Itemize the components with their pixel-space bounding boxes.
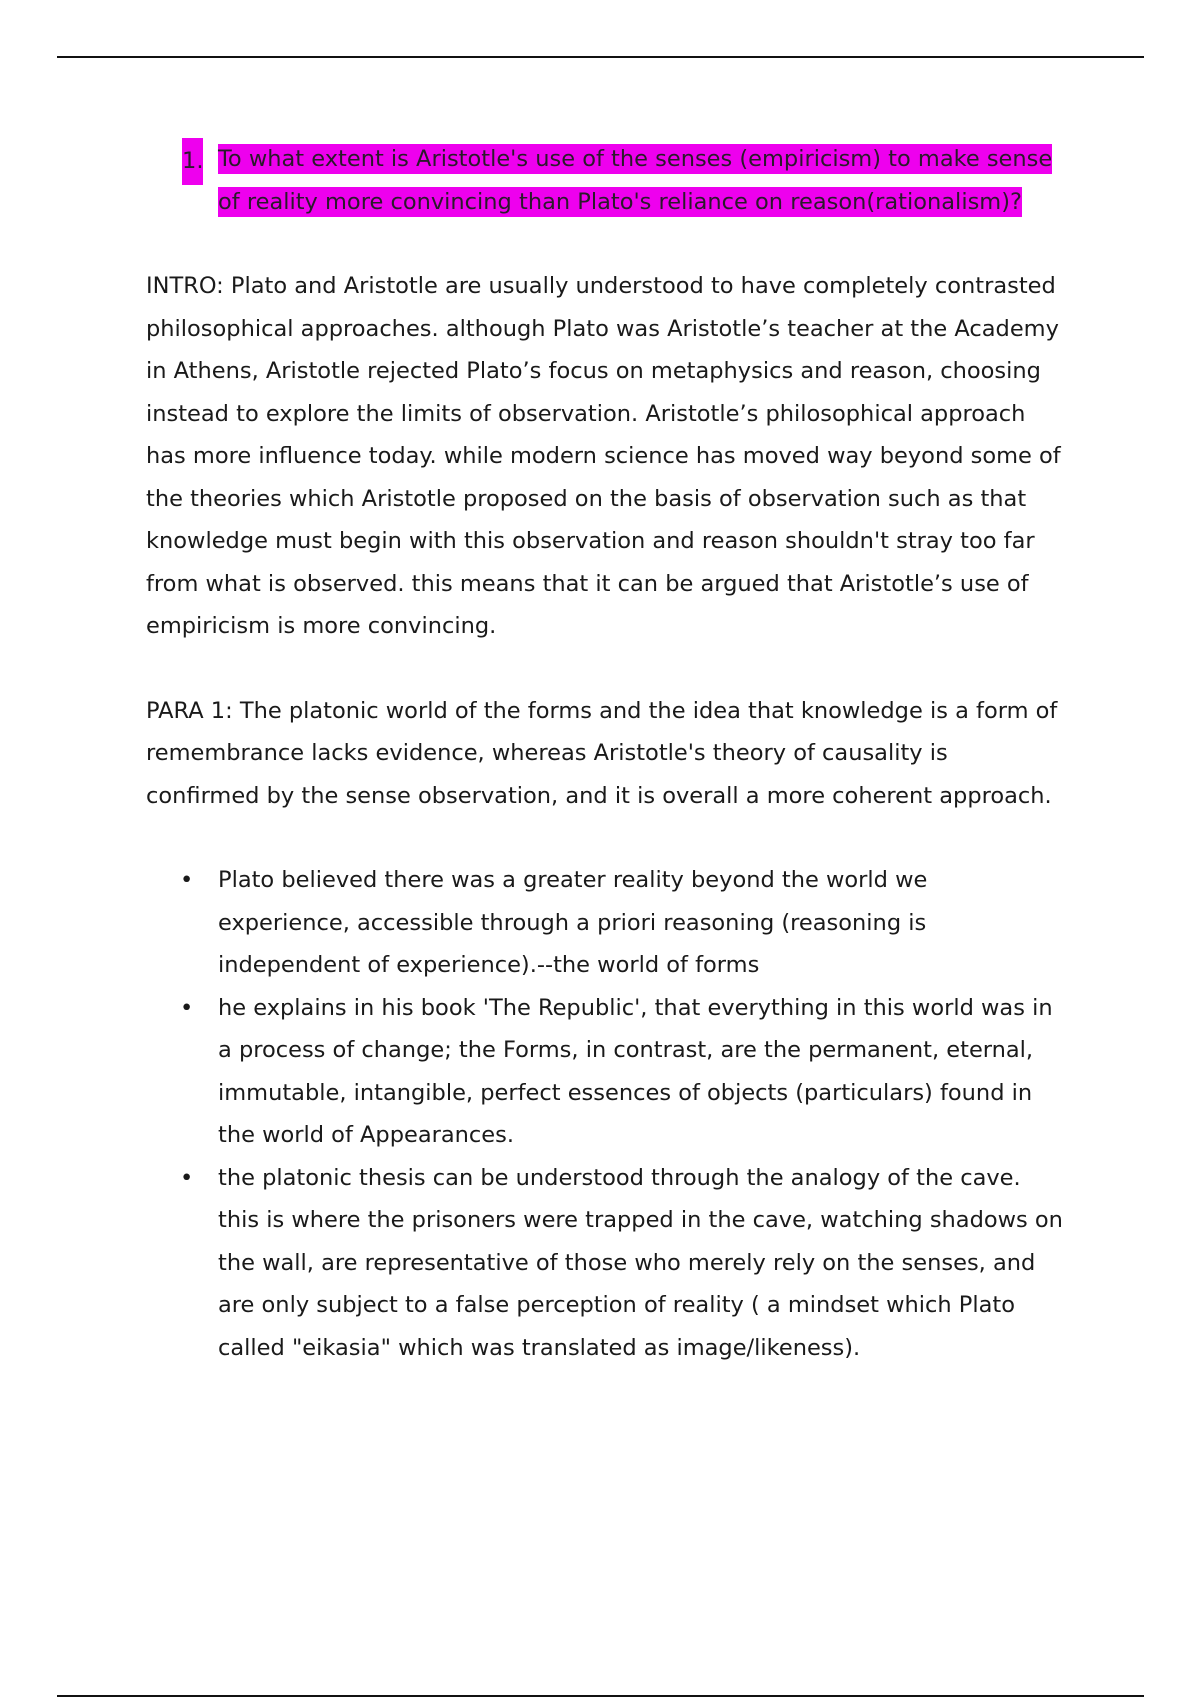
bottom-rule [57,1695,1144,1697]
list-item [146,859,1066,987]
list-item [146,1157,1066,1370]
bullet-icon: • [180,867,194,893]
bullet-icon: • [180,1164,194,1191]
essay-question [146,138,1066,223]
top-rule [57,56,1144,58]
list-item-text: he explains in his book 'The Republic', that everything in this world was in a process of change; the Forms, in contrast, are the permanent, eternal, immutable, intangible, perfect essences of objects (particulars) found in the world of Appearances. [218,994,1053,1148]
question-text: To what extent is Aristotle's use of the senses (empiricism) to make sense of reality more convincing than Plato's reliance on reason(rationalism)? [218,146,1053,215]
intro-paragraph: INTRO: Plato and Aristotle are usually understood to have completely contrasted philosophical approaches. although Plato was Aristotle’s teacher at the Academy in Athens, Aristotle rejected Plato’s focus on metaphysics and reason, choosing instead to explore the limits of observation. Aristotle’s philosophical approach has more influence today. while modern science has moved way beyond some of the theories which Aristotle proposed on the basis of observation such as that knowledge must begin with this observation and reason shouldn't stray too far from what is observed. this means that it can be argued that Aristotle’s use of empiricism is more convincing. [146,273,1061,639]
list-item-text: Plato believed there was a greater reality beyond the world we experience, accessible through a priori reasoning (reasoning is independent of experience).--the world of forms [218,867,928,978]
list-item-text: the platonic thesis can be understood through the analogy of the cave. this is where the prisoners were trapped in the cave, watching shadows on the wall, are representative of those who merely rely on the senses, and are only subject to a false perception of reality ( a mindset which Plato called "eikasia" which was translated as image/likeness). [218,1164,1063,1361]
list-item [146,987,1066,1157]
question-number: 1. [182,138,203,185]
bullet-icon: • [180,994,194,1021]
bullet-list [146,859,1066,1369]
para1-paragraph: PARA 1: The platonic world of the forms and the idea that knowledge is a form of remembrance lacks evidence, whereas Aristotle's theory of causality is confirmed by the sense observation, and it is overall a more coherent approach. [146,697,1058,809]
document-body [146,138,1066,1369]
